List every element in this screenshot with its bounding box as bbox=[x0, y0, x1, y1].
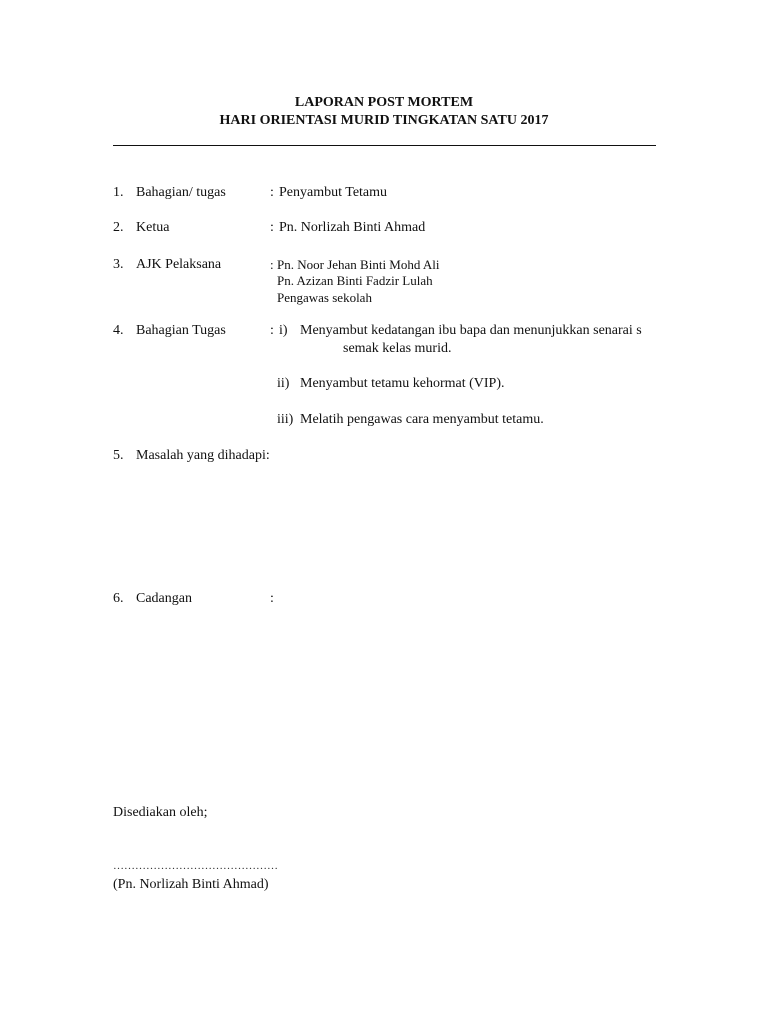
item-1-label: Bahagian/ tugas bbox=[136, 185, 226, 200]
item-3-value-3: Pengawas sekolah bbox=[277, 290, 372, 305]
item-1-separator: : bbox=[270, 185, 274, 200]
item-6-label: Cadangan bbox=[136, 591, 192, 606]
item-3-value-1: Pn. Noor Jehan Binti Mohd Ali bbox=[277, 257, 440, 272]
item-5-label: Masalah yang dihadapi: bbox=[136, 448, 270, 463]
signatory-name: (Pn. Norlizah Binti Ahmad) bbox=[113, 877, 269, 892]
task-2-text: Menyambut tetamu kehormat (VIP). bbox=[300, 376, 505, 391]
task-1-continuation: semak kelas murid. bbox=[343, 341, 452, 356]
item-4-separator: : bbox=[270, 323, 274, 338]
item-1-number: 1. bbox=[113, 185, 124, 200]
task-2-marker: ii) bbox=[277, 376, 290, 391]
item-3-value-2: Pn. Azizan Binti Fadzir Lulah bbox=[277, 273, 433, 288]
task-3-text: Melatih pengawas cara menyambut tetamu. bbox=[300, 412, 544, 427]
signature-line: ……………………………………… bbox=[113, 860, 278, 872]
item-2-label: Ketua bbox=[136, 220, 170, 235]
prepared-by-label: Disediakan oleh; bbox=[113, 805, 208, 820]
task-1-marker: i) bbox=[279, 323, 288, 338]
item-2-separator: : bbox=[270, 220, 274, 235]
item-2-number: 2. bbox=[113, 220, 124, 235]
item-2-value: Pn. Norlizah Binti Ahmad bbox=[279, 220, 426, 235]
item-4-number: 4. bbox=[113, 323, 124, 338]
item-6-number: 6. bbox=[113, 591, 124, 606]
item-3-separator: : bbox=[270, 257, 274, 272]
item-4-label: Bahagian Tugas bbox=[136, 323, 226, 338]
document-title: LAPORAN POST MORTEM bbox=[294, 95, 474, 110]
task-3-marker: iii) bbox=[277, 412, 294, 427]
task-1-text: Menyambut kedatangan ibu bapa dan menunjukkan senarai s bbox=[300, 323, 642, 338]
item-5-number: 5. bbox=[113, 448, 124, 463]
item-3-label: AJK Pelaksana bbox=[136, 257, 222, 272]
title-divider bbox=[113, 145, 656, 146]
item-3-number: 3. bbox=[113, 257, 124, 272]
item-1-value: Penyambut Tetamu bbox=[279, 185, 388, 200]
document-subtitle: HARI ORIENTASI MURID TINGKATAN SATU 2017 bbox=[219, 113, 549, 128]
item-6-separator: : bbox=[270, 591, 274, 606]
